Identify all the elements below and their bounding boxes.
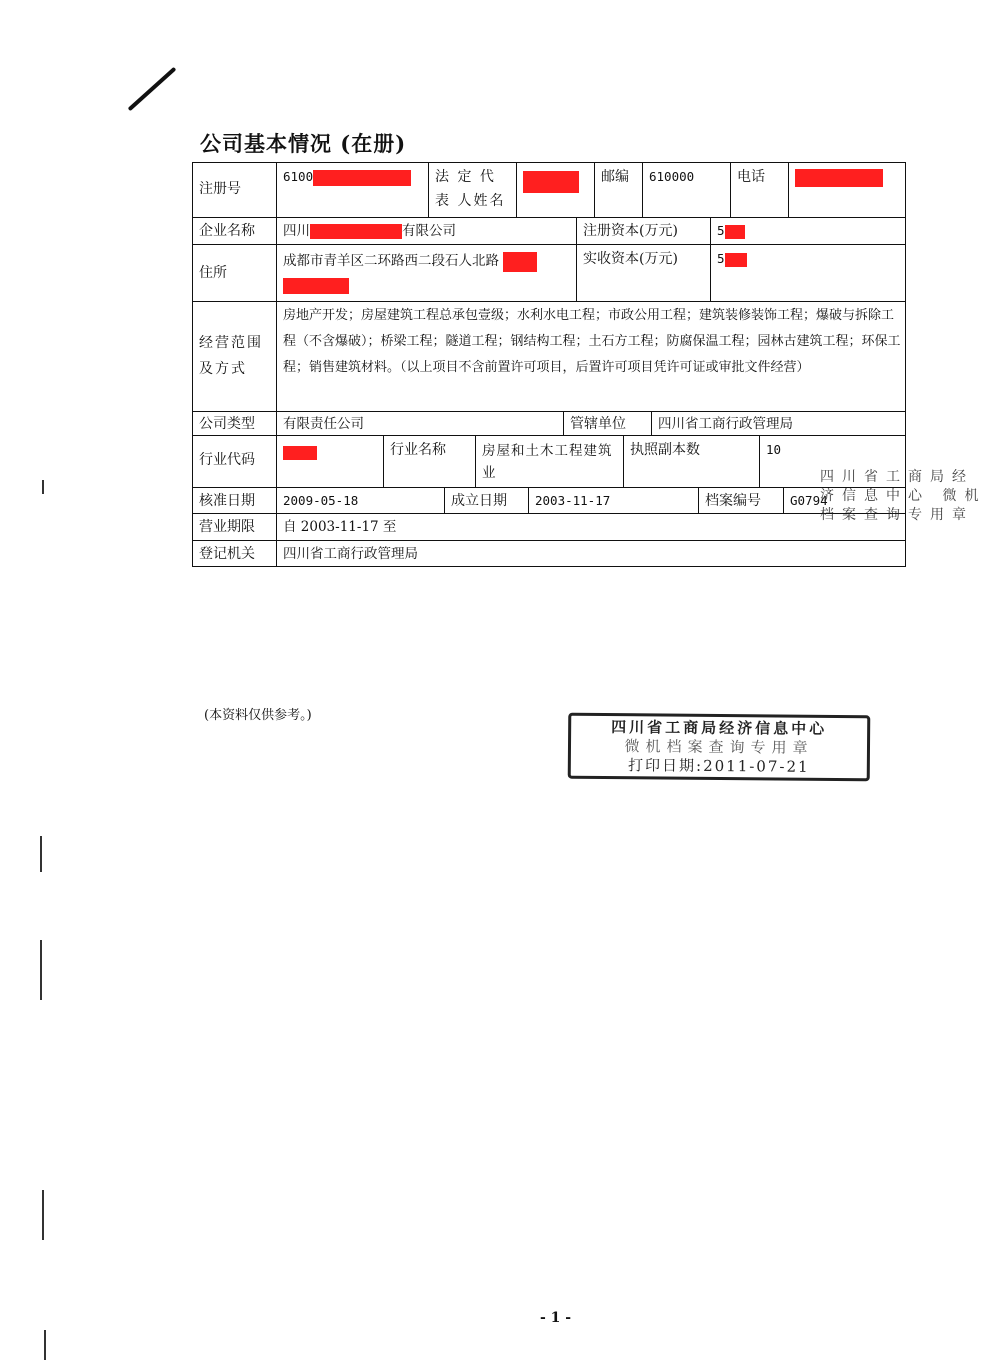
paid-capital-value: 5 xyxy=(717,251,725,266)
phone-label: 电话 xyxy=(730,163,788,217)
scope-value: 房地产开发；房屋建筑工程总承包壹级；水利水电工程；市政公用工程；建筑装修装饰工程；爆破与拆除工程（不含爆破）；桥梁工程；隧道工程；钢结构工程；土石方工程；防腐保温工程；园林古建筑工程；环保工程；销售建筑材料。（以上项目不含前置许可项目，后置许可项目凭许可证或审批文件经营） xyxy=(276,302,907,411)
address-cell xyxy=(276,245,576,301)
postcode-label: 邮编 xyxy=(594,163,642,217)
redaction-block xyxy=(523,171,579,193)
redaction-block xyxy=(283,278,349,294)
redaction-block xyxy=(283,446,317,460)
scan-speck xyxy=(40,940,42,1000)
company-name-label: 企业名称 xyxy=(199,223,255,239)
row-business-scope xyxy=(192,301,906,411)
stamp-line-3: 打印日期:2011-07-21 xyxy=(627,756,810,776)
row-registration xyxy=(192,162,906,217)
approval-date-value: 2009-05-18 xyxy=(276,488,444,513)
company-type-value: 有限责任公司 xyxy=(276,412,563,435)
row-term xyxy=(192,513,906,540)
page-title: 公司基本情况 (在册) xyxy=(200,131,407,156)
license-copies-label: 执照副本数 xyxy=(623,436,759,487)
row-industry xyxy=(192,435,906,487)
reg-capital-cell xyxy=(710,218,907,244)
postcode-value: 610000 xyxy=(642,163,730,217)
address-label: 住所 xyxy=(199,265,227,281)
founded-date-label: 成立日期 xyxy=(444,488,528,513)
founded-date-value: 2003-11-17 xyxy=(528,488,698,513)
page-number: - 1 - xyxy=(540,1310,572,1326)
reg-capital-label: 注册资本(万元) xyxy=(576,218,710,244)
reg-no-label: 注册号 xyxy=(199,181,241,197)
industry-code-cell xyxy=(276,436,383,487)
redaction-block xyxy=(503,252,537,272)
row-company-name xyxy=(192,217,906,244)
term-label: 营业期限 xyxy=(199,519,255,535)
redaction-block xyxy=(725,253,747,267)
archive-no-value: G0794 xyxy=(783,488,907,513)
stamp-line-2: 微机档案查询专用章 xyxy=(624,737,814,757)
company-info-table xyxy=(192,162,906,567)
reg-no-value: 6100 xyxy=(283,169,314,184)
term-value: 自 2003-11-17 至 xyxy=(276,514,907,540)
official-stamp xyxy=(568,713,871,782)
legal-rep-label: 法 定 代 表 人姓名 xyxy=(428,163,516,217)
company-name-prefix: 四川 xyxy=(283,223,310,239)
company-name-suffix: 有限公司 xyxy=(402,223,456,239)
company-type-label: 公司类型 xyxy=(199,416,255,432)
row-dates xyxy=(192,487,906,513)
address-value: 成都市青羊区二环路西二段石人北路 xyxy=(283,253,499,269)
redaction-block xyxy=(310,224,402,239)
company-name-cell xyxy=(276,218,576,244)
phone-cell xyxy=(788,163,907,217)
row-registrar xyxy=(192,540,906,567)
registrar-label: 登记机关 xyxy=(199,546,255,562)
partial-side-stamp: 四川省工商局经济信息中心 微机档案查询专用章 xyxy=(820,469,987,523)
authority-unit-value: 四川省工商行政管理局 xyxy=(651,412,907,435)
archive-no-label: 档案编号 xyxy=(698,488,783,513)
pen-slash-mark xyxy=(128,67,177,111)
industry-name-label: 行业名称 xyxy=(383,436,475,487)
license-copies-value: 10 xyxy=(759,436,907,487)
redaction-block xyxy=(313,170,411,186)
industry-code-label: 行业代码 xyxy=(199,452,255,468)
legal-rep-cell xyxy=(516,163,594,217)
paid-capital-cell xyxy=(710,245,907,301)
redaction-block xyxy=(725,225,745,239)
row-address xyxy=(192,244,906,301)
row-company-type xyxy=(192,411,906,435)
scope-label: 经营范围及方式 xyxy=(199,335,263,377)
reg-capital-value: 5 xyxy=(717,223,725,238)
stamp-line-1: 四川省工商局经济信息中心 xyxy=(611,718,828,738)
approval-date-label: 核准日期 xyxy=(199,493,255,509)
industry-name-value: 房屋和土木工程建筑业 xyxy=(475,436,623,487)
scan-speck xyxy=(40,836,42,872)
registrar-value: 四川省工商行政管理局 xyxy=(276,541,907,566)
paid-capital-label: 实收资本(万元) xyxy=(576,245,710,301)
reference-note: (本资料仅供参考。) xyxy=(204,708,312,723)
scan-speck xyxy=(42,480,44,494)
scan-speck xyxy=(42,1190,44,1240)
scan-speck xyxy=(44,1330,46,1360)
redaction-block xyxy=(795,169,883,187)
reg-no-cell xyxy=(276,163,428,217)
authority-unit-label: 管辖单位 xyxy=(563,412,651,435)
